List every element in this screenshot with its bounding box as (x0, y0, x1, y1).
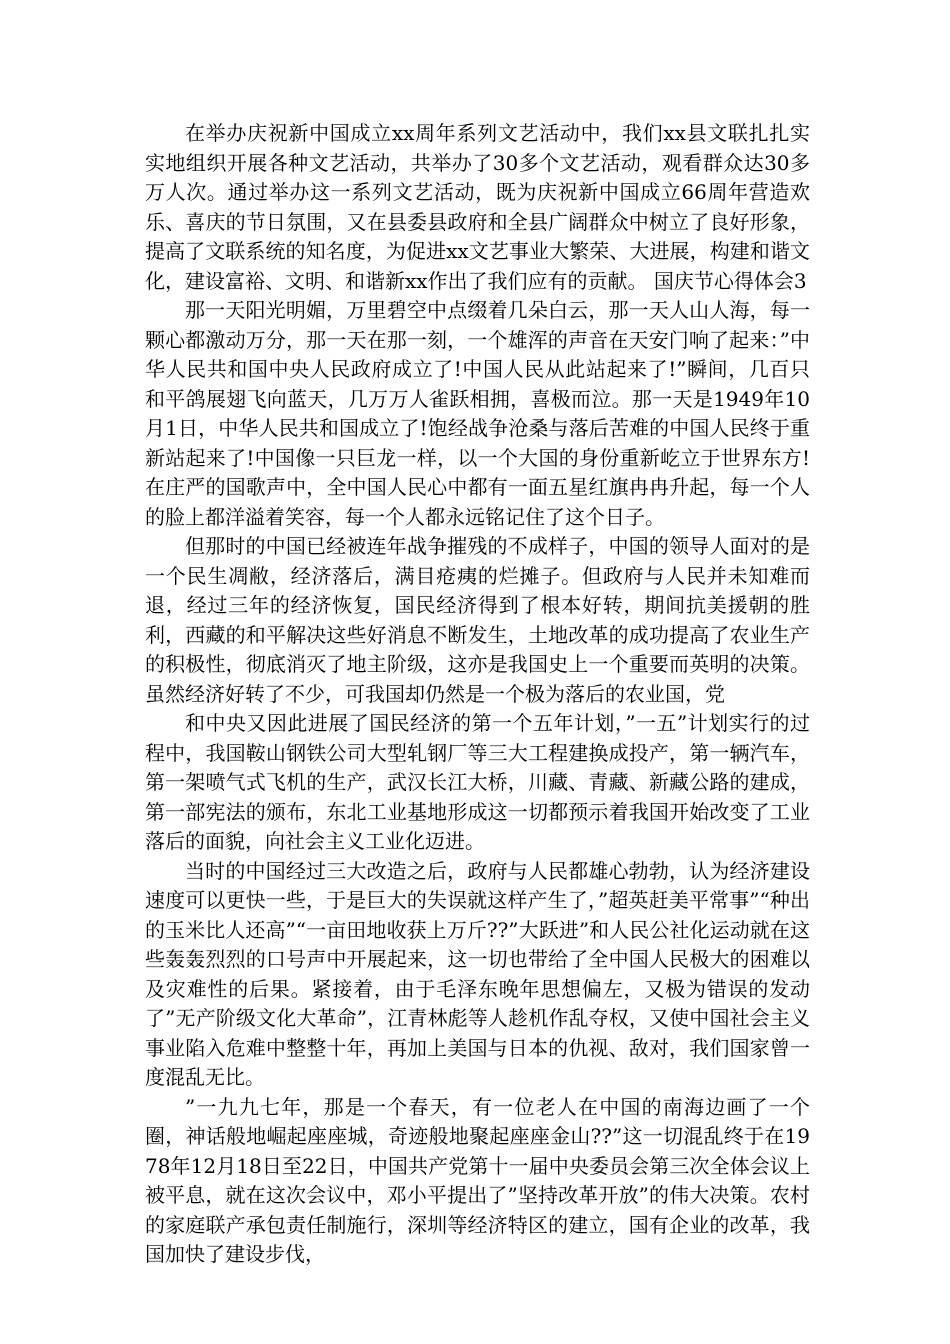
paragraph: ”一九九七年，那是一个春天，有一位老人在中国的南海边画了一个圈，神话般地崛起座座城，奇迹般地聚起座座金山??”这一切混乱终于在1978年12月18日至22日，中国共产党第十一届中央委员会第三次全体会议上被平息，就在这次会议中，邓小平提出了”坚持改革开放”的伟大决策。农村的家庭联产承包责任制施行，深圳等经济特区的建立，国有企业的改革，我国加快了建设步伐， (145, 1094, 810, 1266)
paragraph: 在举办庆祝新中国成立xx周年系列文艺活动中，我们xx县文联扎扎实实地组织开展各种文艺活动，共举办了30多个文艺活动，观看群众达30多万人次。通过举办这一系列文艺活动，既为庆祝新中国成立66周年营造欢乐、喜庆的节日氛围，又在县委县政府和全县广阔群众中树立了良好形象，提高了文联系统的知名度，为促进xx文艺事业大繁荣、大进展，构建和谐文化，建设富裕、文明、和谐新xx作出了我们应有的贡献。 国庆节心得体会3 (145, 121, 810, 293)
document-body (145, 119, 810, 1270)
paragraph: 但那时的中国已经被连年战争摧残的不成样子，中国的领导人面对的是一个民生凋敝，经济落后，满目疮痍的烂摊子。但政府与人民并未知难而退，经过三年的经济恢复，国民经济得到了根本好转，期间抗美援朝的胜利，西藏的和平解决这些好消息不断发生，土地改革的成功提高了农业生产的积极性，彻底消灭了地主阶级，这亦是我国史上一个重要而英明的决策。虽然经济好转了不少，可我国却仍然是一个极为落后的农业国，党 (145, 534, 810, 706)
paragraph: 和中央又因此进展了国民经济的第一个五年计划，”一五”计划实行的过程中，我国鞍山钢铁公司大型轧钢厂等三大工程建换成投产，第一辆汽车，第一架喷气式飞机的生产，武汉长江大桥，川藏、青藏、新藏公路的建成，第一部宪法的颁布，东北工业基地形成这一切都预示着我国开始改变了工业落后的面貌，向社会主义工业化迈进。 (145, 711, 810, 853)
paragraph: 那一天阳光明媚，万里碧空中点缀着几朵白云，那一天人山人海，每一颗心都激动万分，那一天在那一刻，一个雄浑的声音在天安门响了起来：”中华人民共和国中央人民政府成立了!中国人民从此站起来了!”瞬间，几百只和平鸽展翅飞向蓝天，几万万人雀跃相拥，喜极而泣。那一天是1949年10月1日，中华人民共和国成立了!饱经战争沧桑与落后苦难的中国人民终于重新站起来了!中国像一只巨龙一样，以一个大国的身份重新屹立于世界东方!在庄严的国歌声中，全中国人民心中都有一面五星红旗冉冉升起，每一个人的脸上都洋溢着笑容，每一个人都永远铭记住了这个日子。 (145, 298, 810, 529)
paragraph: 当时的中国经过三大改造之后，政府与人民都雄心勃勃，认为经济建设速度可以更快一些，于是巨大的失误就这样产生了，”超英赶美平常事”“种出的玉米比人还高”“一亩田地收获上万斤??”大跃进”和人民公社化运动就在这些轰轰烈烈的口号声中开展起来，这一切也带给了全中国人民极大的困难以及灾难性的后果。紧接着，由于毛泽东晚年思想偏左，又极为错误的发动了”无产阶级文化大革命”，江青林彪等人趁机作乱夺权，又使中国社会主义事业陷入危难中整整十年，再加上美国与日本的仇视、敌对，我们国家曾一度混乱无比。 (145, 858, 810, 1089)
